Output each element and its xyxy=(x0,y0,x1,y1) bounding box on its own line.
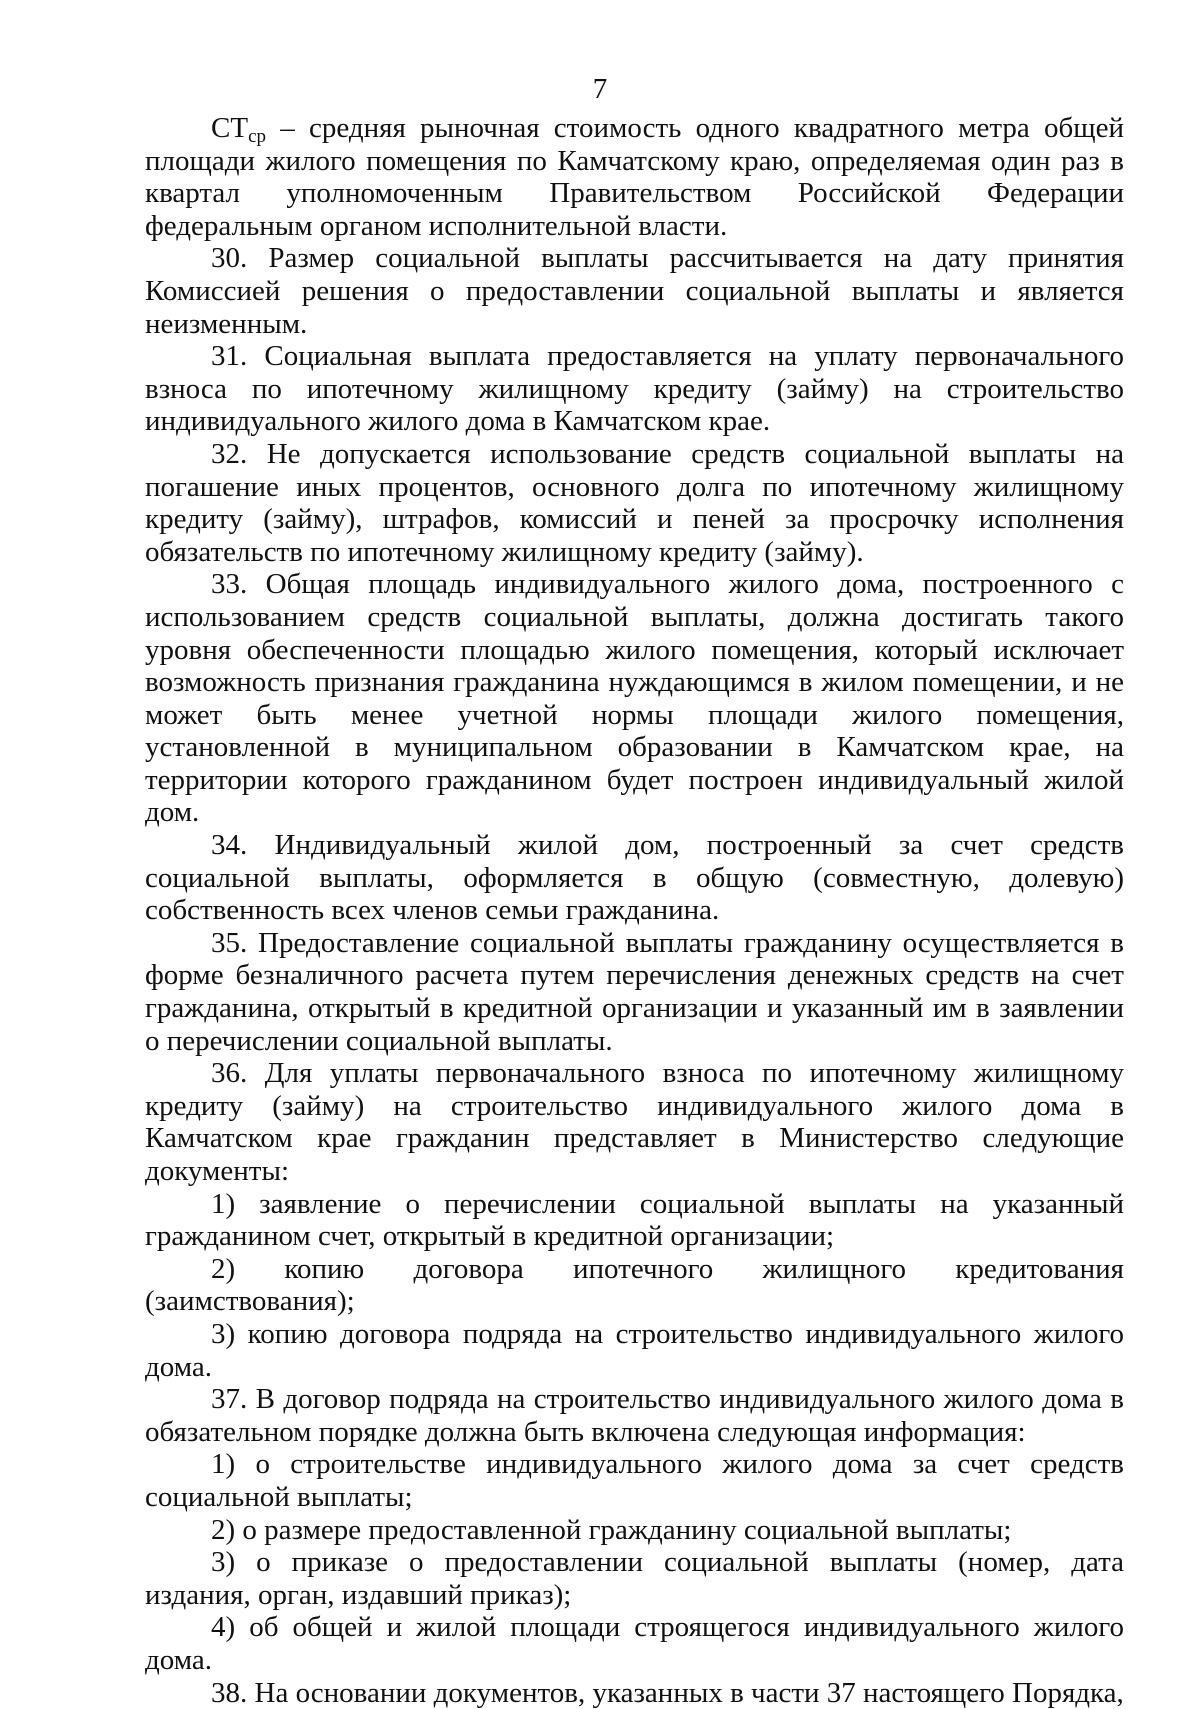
list-item-36-2: 2) копию договора ипотечного жилищного кредитования (заимствования); xyxy=(145,1253,1124,1318)
paragraph-32: 32. Не допускается использование средств социальной выплаты на погашение иных процентов, основного долга по ипотечному жилищному кредиту (займу), штрафов, комиссий и пеней за просрочку исполнения обязательств по ипотечному жилищному кредиту (займу). xyxy=(145,438,1124,568)
formula-symbol: СТ xyxy=(211,112,248,144)
paragraph-37: 37. В договор подряда на строительство индивидуального жилого дома в обязательном порядке должна быть включена следующая информация: xyxy=(145,1383,1124,1448)
formula-definition xyxy=(145,112,1124,242)
formula-definition-text: – средняя рыночная стоимость одного квадратного метра общей площади жилого помещения по Камчатскому краю, определяемая один раз в квартал уполномоченным Правительством Российской Федерации федеральным органом исполнительной власти. xyxy=(145,112,1124,242)
formula-subscript: ср xyxy=(248,126,266,147)
list-item-37-2: 2) о размере предоставленной гражданину социальной выплаты; xyxy=(145,1514,1124,1547)
document-body xyxy=(145,112,1124,1709)
paragraph-36: 36. Для уплаты первоначального взноса по ипотечному жилищному кредиту (займу) на строительство индивидуального жилого дома в Камчатском крае гражданин представляет в Министерство следующие документы: xyxy=(145,1057,1124,1187)
paragraph-38: 38. На основании документов, указанных в части 37 настоящего Порядка, xyxy=(145,1677,1124,1709)
paragraph-35: 35. Предоставление социальной выплаты гражданину осуществляется в форме безналичного расчета путем перечисления денежных средств на счет гражданина, открытый в кредитной организации и указанный им в заявлении о перечислении социальной выплаты. xyxy=(145,927,1124,1057)
list-item-37-3: 3) о приказе о предоставлении социальной выплаты (номер, дата издания, орган, издавший приказ); xyxy=(145,1546,1124,1611)
list-item-36-1: 1) заявление о перечислении социальной выплаты на указанный гражданином счет, открытый в кредитной организации; xyxy=(145,1188,1124,1253)
list-item-37-4: 4) об общей и жилой площади строящегося индивидуального жилого дома. xyxy=(145,1611,1124,1676)
paragraph-30: 30. Размер социальной выплаты рассчитывается на дату принятия Комиссией решения о предоставлении социальной выплаты и является неизменным. xyxy=(145,242,1124,340)
paragraph-31: 31. Социальная выплата предоставляется на уплату первоначального взноса по ипотечному жилищному кредиту (займу) на строительство индивидуального жилого дома в Камчатском крае. xyxy=(145,340,1124,438)
paragraph-33: 33. Общая площадь индивидуального жилого дома, построенного с использованием средств социальной выплаты, должна достигать такого уровня обеспеченности площадью жилого помещения, который исключает возможность признания гражданина нуждающимся в жилом помещении, и не может быть менее учетной нормы площади жилого помещения, установленной в муниципальном образовании в Камчатском крае, на территории которого гражданином будет построен индивидуальный жилой дом. xyxy=(145,568,1124,829)
paragraph-34: 34. Индивидуальный жилой дом, построенный за счет средств социальной выплаты, оформляется в общую (совместную, долевую) собственность всех членов семьи гражданина. xyxy=(145,829,1124,927)
page-number: 7 xyxy=(0,72,1200,106)
list-item-36-3: 3) копию договора подряда на строительство индивидуального жилого дома. xyxy=(145,1318,1124,1383)
list-item-37-1: 1) о строительстве индивидуального жилого дома за счет средств социальной выплаты; xyxy=(145,1448,1124,1513)
